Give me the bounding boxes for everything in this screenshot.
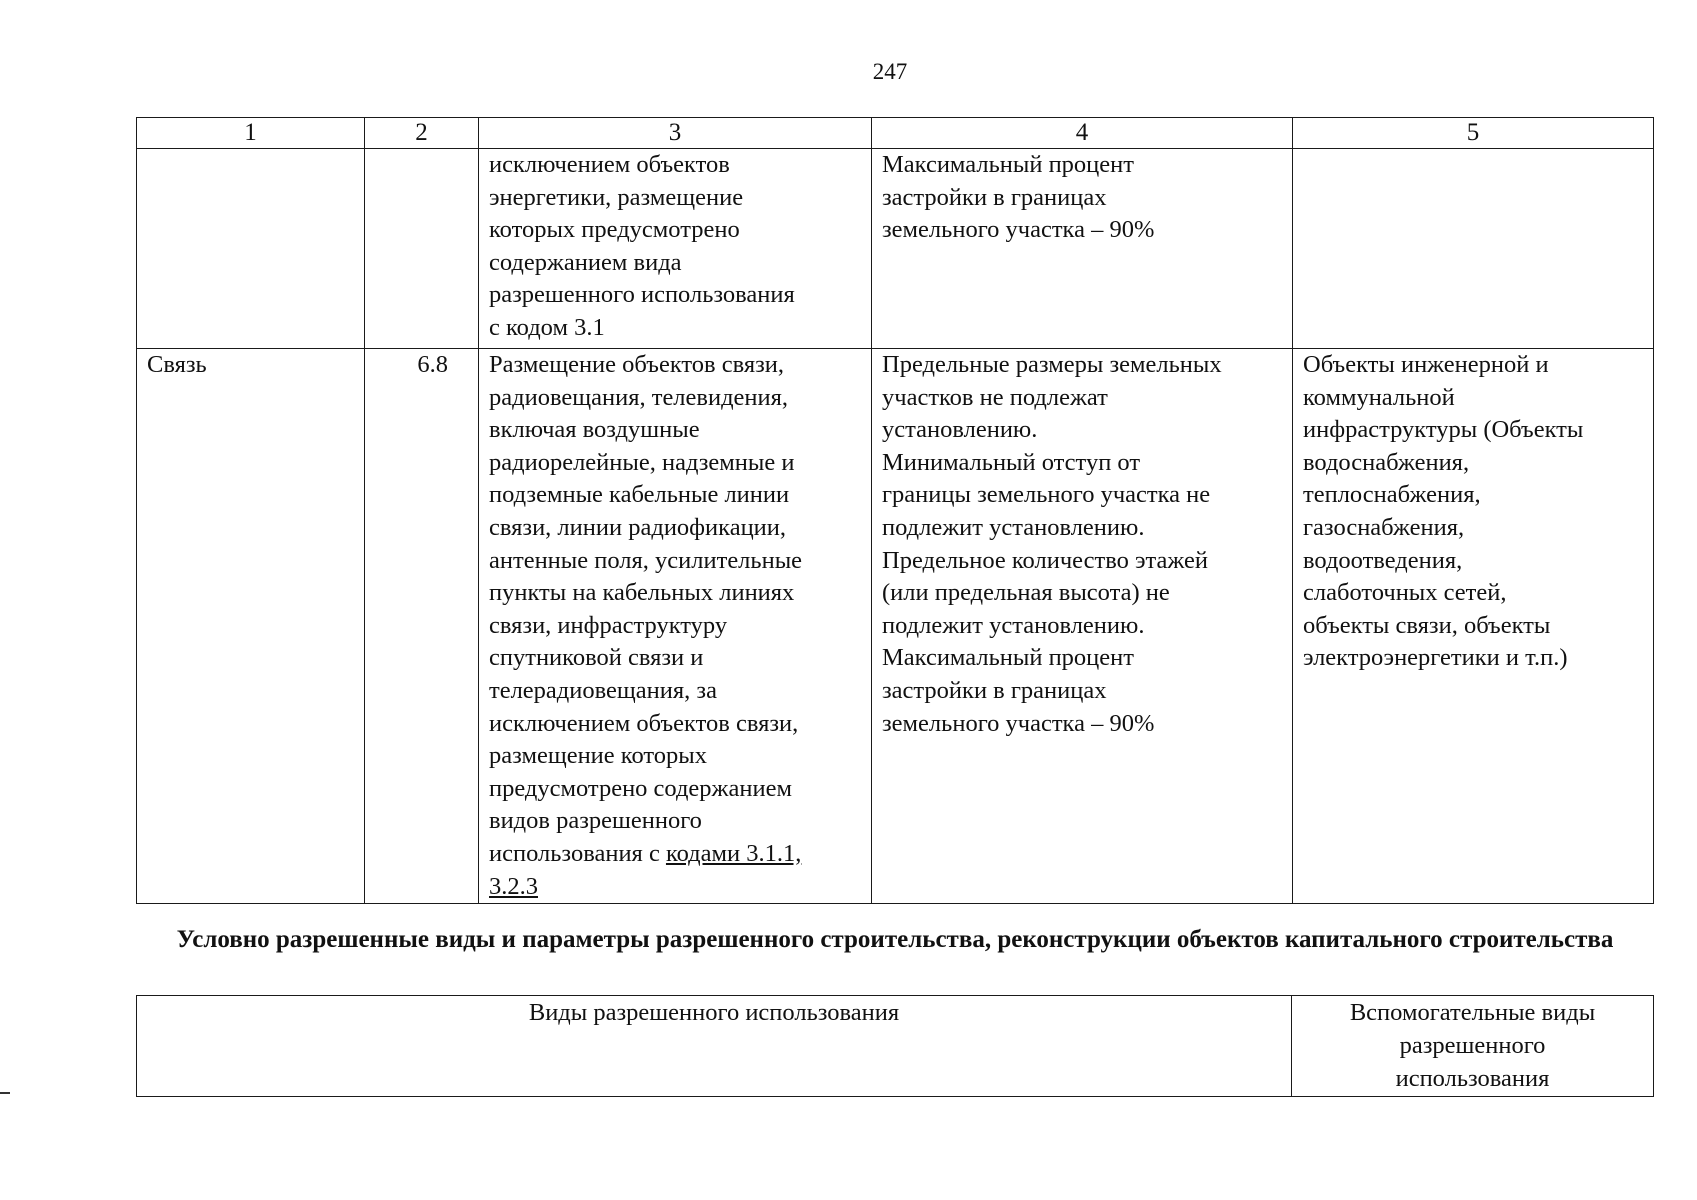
column-header-2: 2	[365, 118, 479, 149]
column-header-4: 4	[872, 118, 1293, 149]
table-row	[137, 349, 1654, 904]
use-code-cell: 6.8	[365, 349, 479, 904]
use-description-cell	[479, 349, 872, 904]
use-description-cell: исключением объектов энергетики, размещение которых предусмотрено содержанием вида разрешенного использования с кодом 3.1	[479, 149, 872, 349]
table-header-row	[137, 118, 1654, 149]
column-header-3: 3	[479, 118, 872, 149]
parameters-cell: Максимальный процент застройки в границах земельного участка – 90%	[872, 149, 1293, 349]
auxiliary-uses-cell: Объекты инженерной и коммунальной инфраструктуры (Объекты водоснабжения, теплоснабжения, газоснабжения, водоотведения, слаботочных сетей, объекты связи, объекты электроэнергетики и т.п.)	[1293, 349, 1654, 904]
column-header-1: 1	[137, 118, 365, 149]
use-name-cell: Связь	[137, 349, 365, 904]
use-code-cell	[365, 149, 479, 349]
column-header-5: 5	[1293, 118, 1654, 149]
section-title: Условно разрешенные виды и параметры разрешенного строительства, реконструкции объектов капитального строительства	[176, 926, 1614, 953]
table-row	[137, 149, 1654, 349]
permitted-uses-header: Виды разрешенного использования	[137, 996, 1292, 1097]
conditional-uses-table	[136, 995, 1654, 1097]
page-number: 247	[872, 59, 908, 84]
margin-mark	[0, 1092, 10, 1094]
auxiliary-uses-cell	[1293, 149, 1654, 349]
auxiliary-uses-header: Вспомогательные виды разрешенного использования	[1292, 996, 1654, 1097]
codes-link[interactable]: кодами 3.1.1, 3.2.3	[489, 839, 802, 900]
table-header-row	[137, 996, 1654, 1097]
description-text: Размещение объектов связи, радиовещания, телевидения, включая воздушные радиорелейные, надземные и подземные кабельные линии связи, линии радиофикации, антенные поля, усилительные пункты на кабельных линиях связи, инфраструктуру спутниковой связи и телерадиовещания, за исключением объектов связи, размещение которых предусмотрено содержанием видов разрешенного использования с	[489, 351, 803, 867]
parameters-cell: Предельные размеры земельных участков не подлежат установлению. Минимальный отступ от границы земельного участка не подлежит установлению. Предельное количество этажей (или предельная высота) не подлежит установлению. Максимальный процент застройки в границах земельного участка – 90%	[872, 349, 1293, 904]
land-use-table	[136, 117, 1654, 904]
use-name-cell	[137, 149, 365, 349]
